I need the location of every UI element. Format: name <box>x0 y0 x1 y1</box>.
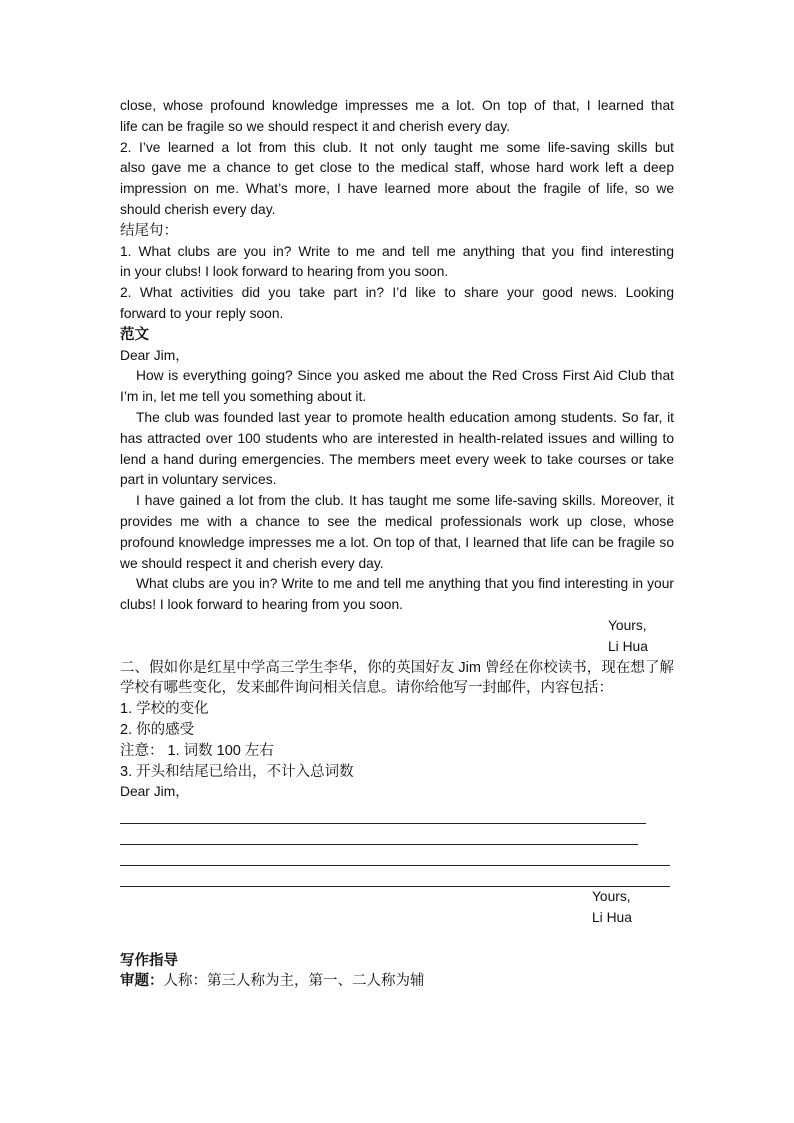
letter-paragraph: I have gained a lot from the club. It has taught me some life-saving skills. Moreover, it provides me with a chance to see the medical professionals work up close, whose profound knowledge impresses me a lot. On top of that, I learned that life can be fragile so we should respect it and cherish every day. <box>120 493 674 571</box>
text-line: life can be fragile so we should respect it and cherish every day. <box>120 118 511 134</box>
task-note: 注意： 1. 词数 100 左右 <box>120 742 274 759</box>
letter-closing: Yours, <box>608 617 647 633</box>
answer-line[interactable] <box>120 803 646 824</box>
text-line: forward to your reply soon. <box>120 305 284 321</box>
text-line: close, whose profound knowledge impresses me a lot. On top of that, I learned that <box>120 98 674 113</box>
task-point: 2. 你的感受 <box>120 721 195 738</box>
document-page <box>120 96 674 992</box>
guide-line <box>120 971 674 992</box>
text-line: 2. I’ve learned a lot from this club. It not only taught me some life-saving skills but <box>120 139 674 155</box>
section-heading: 写作指导 <box>120 952 178 969</box>
text-line: 1. What clubs are you in? Write to me and tell me anything that you find interesting <box>120 243 674 259</box>
letter-greeting: Dear Jim， <box>120 347 189 363</box>
text-line: 2. What activities did you take part in? I’d like to share your good news. Looking <box>120 285 674 301</box>
answer-line[interactable] <box>120 845 670 866</box>
task-point: 1. 学校的变化 <box>120 701 209 718</box>
spacer <box>120 929 674 951</box>
letter-paragraph: How is everything going? Since you asked me about the Red Cross First Aid Club that I’m in, let me tell you something about it. <box>120 368 674 405</box>
answer-line[interactable] <box>120 824 638 845</box>
letter-paragraph: The club was founded last year to promote health education among students. So far, it has attracted over 100 students who are interested in health-related issues and willing to lend a hand during emergencies. The members meet every week to take courses or take part in voluntary services. <box>120 409 674 488</box>
letter-paragraph: What clubs are you in? Write to me and tell me anything that you find interesting in your clubs! I look forward to hearing from you soon. <box>120 576 674 613</box>
letter-signature: Li Hua <box>608 638 648 654</box>
guide-label: 审题： <box>120 973 164 990</box>
text-line: also gave me a chance to get close to the medical staff, whose hard work left a deep <box>120 160 674 176</box>
task-prompt: 二、假如你是红星中学高三学生李华，你的英国好友 Jim 曾经在你校读书，现在想了解学校有哪些变化，发来邮件询问相关信息。请你给他写一封邮件，内容包括： <box>120 659 674 697</box>
guide-text: 人称：第三人称为主，第一、二人称为辅 <box>163 973 425 990</box>
text-line: in your clubs! I look forward to hearing from you soon. <box>120 264 449 280</box>
section-label: 结尾句： <box>120 222 178 239</box>
section-heading: 范文 <box>120 326 149 343</box>
text-line: impression on me. What’s more, I have learned more about the fragile of life, so we <box>120 181 674 197</box>
letter-signature: Li Hua <box>592 909 632 925</box>
text-line: should cherish every day. <box>120 201 276 217</box>
task-note: 3. 开头和结尾已给出，不计入总词数 <box>120 763 354 780</box>
letter-closing: Yours, <box>592 889 631 905</box>
answer-line[interactable] <box>120 866 670 887</box>
letter-greeting: Dear Jim， <box>120 784 189 800</box>
